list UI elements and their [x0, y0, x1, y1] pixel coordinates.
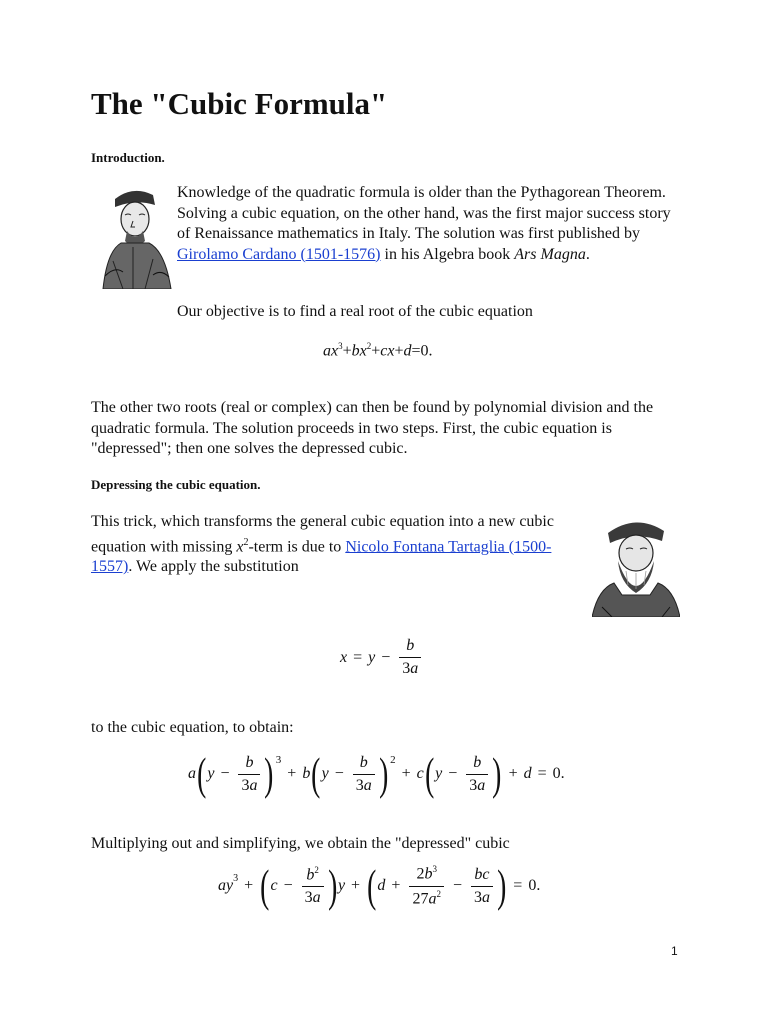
page-number: 1: [671, 944, 678, 958]
book-title: Ars Magna: [514, 245, 586, 263]
depressing-paragraph-2: to the cubic equation, to obtain:: [91, 719, 294, 736]
depressing-paragraph-3: Multiplying out and simplifying, we obtain the "depressed" cubic: [91, 835, 510, 852]
intro-paragraph-1: [177, 183, 687, 265]
x-exponent: 2: [243, 536, 249, 548]
depressing-heading: Depressing the cubic equation.: [91, 477, 261, 492]
introduction-heading: Introduction.: [91, 150, 165, 165]
tartaglia-portrait-image: [592, 511, 680, 617]
expanded-equation: a ( y − $\frac{b}{3a}$ ) 3 + b ( y − $\frac{b}{3a}$ ) 2 + c ( y − $\frac{b}{3a}$ ) + d = 0.: [188, 748, 565, 799]
x-variable: x: [236, 537, 244, 555]
cubic-equation: $ax^3+bx^2+cx+d=0$.: [323, 341, 433, 360]
cardano-link[interactable]: Girolamo Cardano (1501-1576): [177, 245, 381, 263]
depressing-paragraph-1: [91, 512, 585, 578]
depressing-text: This trick, which transforms the general cubic equation into a new cubic equation with missing: [91, 513, 554, 555]
intro-paragraph-2: Our objective is to find a real root of the cubic equation: [177, 303, 533, 320]
intro-text-end: .: [585, 245, 590, 263]
page-title: The "Cubic Formula": [91, 86, 388, 121]
depressing-text-2: -term is due to: [248, 537, 346, 555]
intro-text: Knowledge of the quadratic formula is older than the Pythagorean Theorem. Solving a cubic equation, on the other hand, was the first major success story of Renaissance mathematics in Italy. The solution was first published by: [177, 184, 671, 242]
depressing-text-3: . We apply the substitution: [128, 558, 299, 576]
intro-paragraph-3: The other two roots (real or complex) can then be found by polynomial division and the quadratic formula. The solution proceeds in two steps. First, the cubic equation is "depressed"; then one solves the depressed cubic.: [91, 399, 654, 457]
substitution-equation: x = y − $\frac{b}{3a}$: [340, 637, 424, 678]
intro-text-2: in his Algebra book: [380, 245, 515, 263]
depressed-cubic-equation: ay 3 + ( c − $\frac{b^2}{3a}$ ) y + ( d + $\frac{2b^3}{27a^2}$ − $\frac{bc}{3a}$ ) = 0.: [218, 860, 541, 911]
tartaglia-link[interactable]: Nicolo Fontana Tartaglia (1500-1557): [91, 537, 552, 576]
cardano-portrait-image: [93, 181, 175, 289]
